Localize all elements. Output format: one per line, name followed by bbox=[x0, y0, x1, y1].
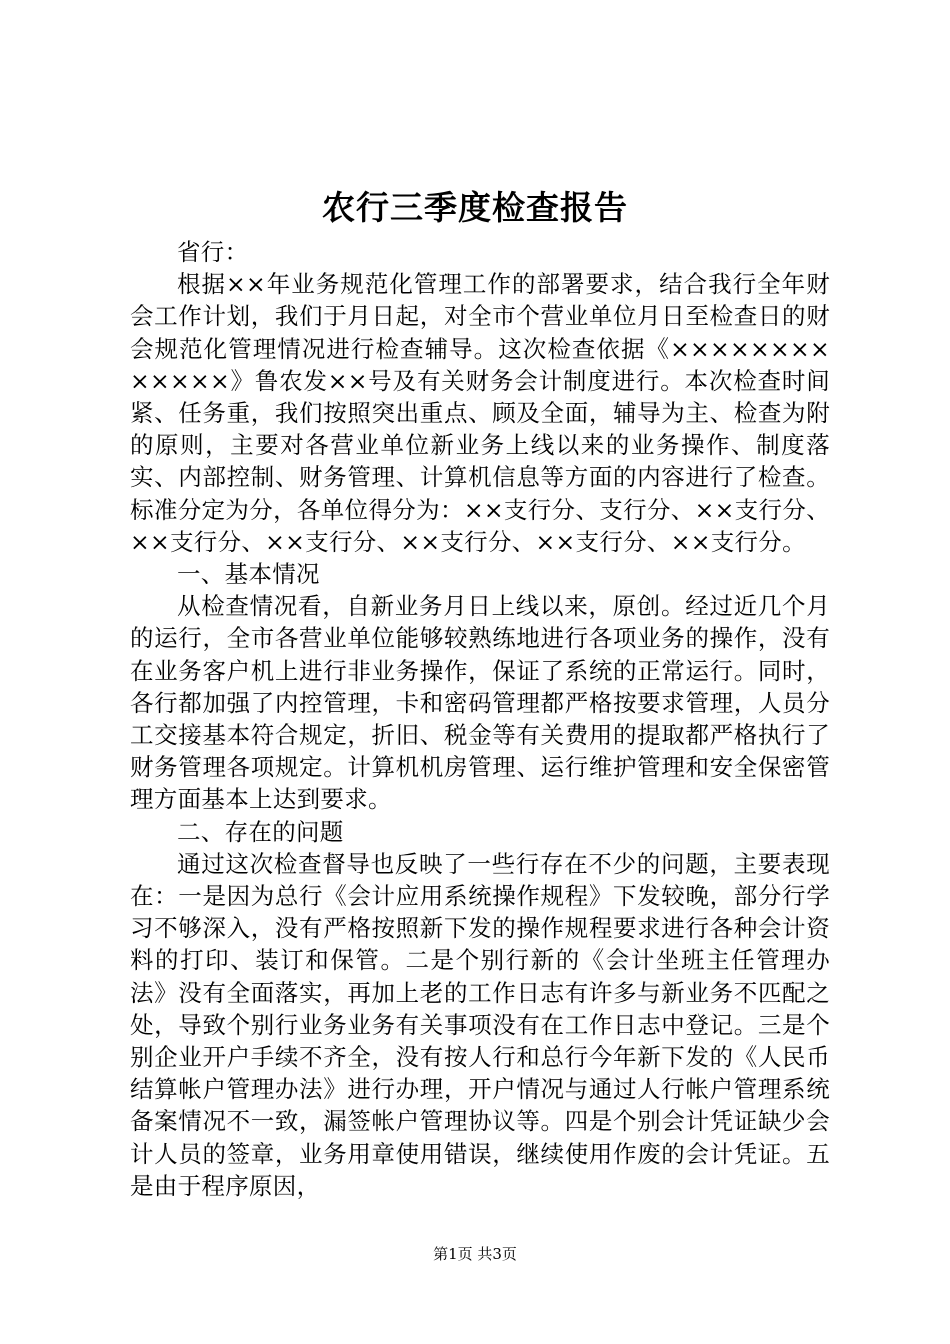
problems-paragraph: 通过这次检查督导也反映了一些行存在不少的问题，主要表现在：一是因为总行《会计应用系统操作规程》下发较晚，部分行学习不够深入，没有严格按照新下发的操作规程要求进行各种会计资料的打印、装订和保管。二是个别行新的《会计坐班主任管理办法》没有全面落实，再加上老的工作日志有许多与新业务不匹配之处，导致个别行业务业务有关事项没有在工作日志中登记。三是个别企业开户手续不齐全，没有按人行和总行今年新下发的《人民币结算帐户管理办法》进行办理，开户情况与通过人行帐户管理系统备案情况不一致，漏签帐户管理协议等。四是个别会计凭证缺少会计人员的签章，业务用章使用错误，继续使用作废的会计凭证。五是由于程序原因， bbox=[130, 849, 830, 1200]
basic-situation-paragraph: 从检查情况看，自新业务月日上线以来，原创。经过近几个月的运行，全市各营业单位能够较熟练地进行各项业务的操作，没有在业务客户机上进行非业务操作，保证了系统的正常运行。同时，各行都加强了内控管理，卡和密码管理都严格按要求管理，人员分工交接基本符合规定，折旧、税金等有关费用的提取都严格执行了财务管理各项规定。计算机机房管理、运行维护管理和安全保密管理方面基本上达到要求。 bbox=[130, 592, 830, 814]
page-indicator: 第1页 共3页 bbox=[433, 1245, 517, 1263]
document-body bbox=[130, 236, 830, 1202]
salutation: 省行： bbox=[177, 238, 249, 266]
intro-paragraph: 根据××年业务规范化管理工作的部署要求，结合我行全年财会工作计划，我们于月日起，对全市个营业单位月日至检查日的财会规范化管理情况进行检查辅导。这次检查依据《×××××××××××××》鲁农发××号及有关财务会计制度进行。本次检查时间紧、任务重，我们按照突出重点、顾及全面，辅导为主、检查为附的原则，主要对各营业单位新业务上线以来的业务操作、制度落实、内部控制、财务管理、计算机信息等方面的内容进行了检查。标准分定为分，各单位得分为：××支行分、支行分、××支行分、××支行分、××支行分、××支行分、××支行分、××支行分。 bbox=[130, 270, 830, 556]
document-title: 农行三季度检查报告 bbox=[322, 188, 628, 227]
section-heading-problems: 二、存在的问题 bbox=[177, 817, 344, 846]
section-heading-basic: 一、基本情况 bbox=[177, 560, 320, 589]
